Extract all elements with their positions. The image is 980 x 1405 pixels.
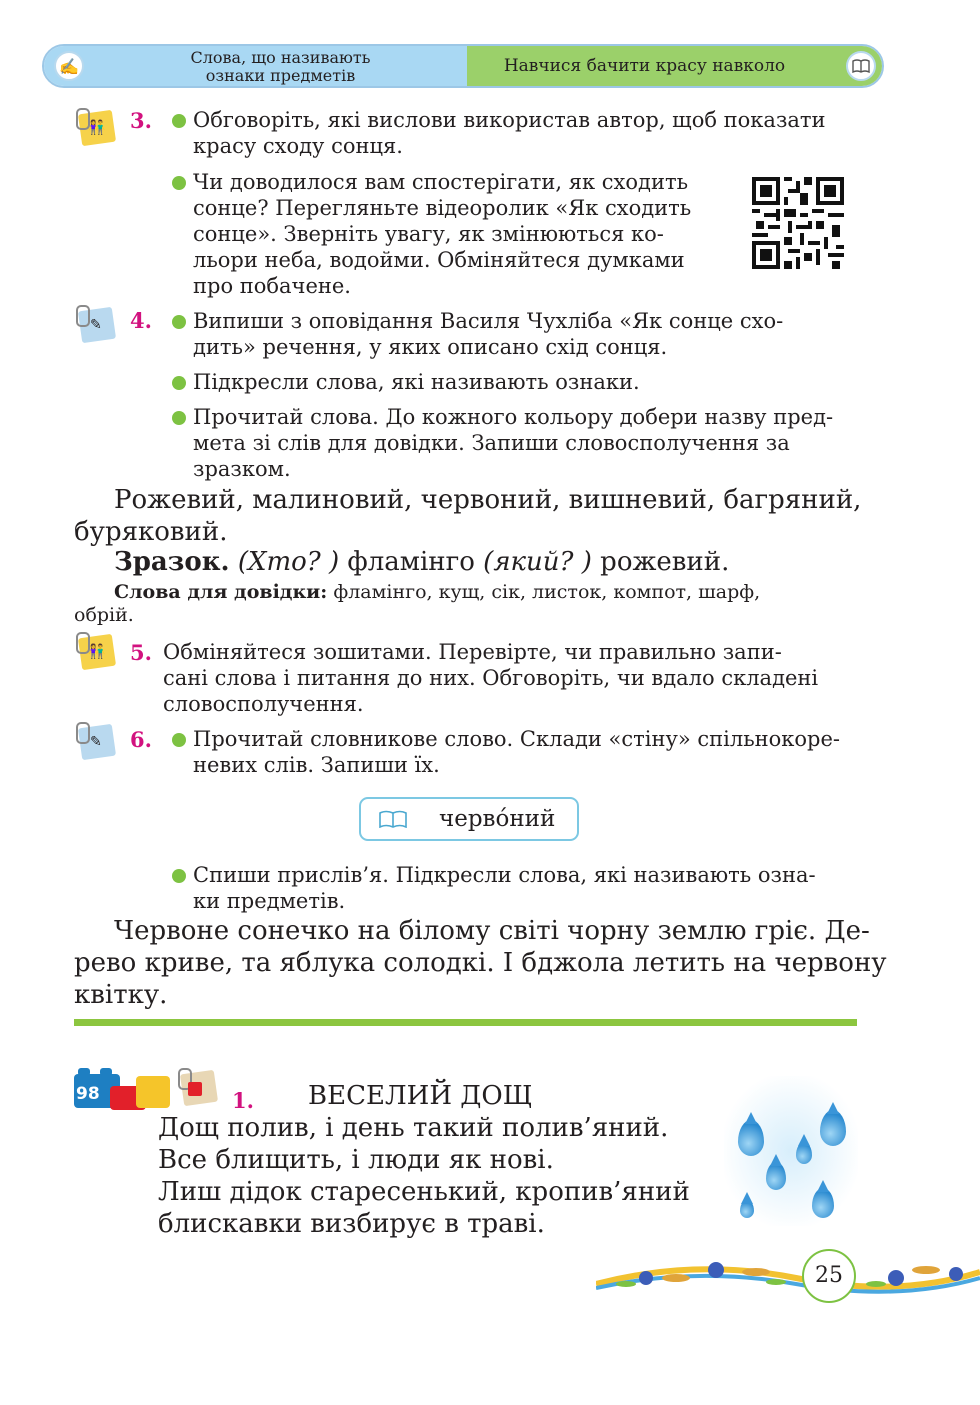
header-topic-title — [467, 46, 882, 86]
header-left-line2: ознаки предметів — [205, 66, 356, 85]
task4-bullet2: Підкресли слова, які називають ознаки. — [193, 370, 640, 394]
bullet-icon — [172, 733, 186, 747]
bullet-icon — [172, 176, 186, 190]
sample-question1: (Хто? ) — [237, 547, 340, 577]
reading-icon — [178, 1068, 220, 1112]
book-icon — [846, 51, 876, 81]
section-divider — [74, 1019, 857, 1026]
task-number-4: 4. — [130, 308, 152, 333]
write-task-icon: ✎ — [76, 305, 118, 345]
task3-bullet2: Чи доводилося вам спостерігати, як сходить сонце? Перегляньте відеоролик «Як сходить сонце». Зверніть увагу, як змінюються ко- льори неба, водойми. Обміняйтеся думками про побачене. — [193, 170, 692, 298]
floral-ornament — [596, 1248, 980, 1304]
proverbs: Червоне сонечко на білому світі чорну землю гріє. Де- рево криве, та яблука солодкі. І бджола летить на червону квітку. — [74, 916, 887, 1010]
poem-line: Все блищить, і люди як нові. — [158, 1145, 554, 1175]
task-number-5: 5. — [130, 640, 152, 665]
header-right-title: Навчися бачити красу навколо — [503, 56, 786, 76]
bullet-icon — [172, 411, 186, 425]
bullet-icon — [172, 114, 186, 128]
write-task-icon: ✎ — [76, 722, 118, 762]
color-words: Рожевий, малиновий, червоний, вишневий, багряний, буряковий. — [74, 485, 862, 547]
lesson-badge: 98 — [76, 1084, 100, 1104]
reference-words: Слова для довідки: фламінго, кущ, сік, листок, компот, шарф, обрій. — [74, 581, 761, 626]
task-number-6: 6. — [130, 727, 152, 752]
bullet-icon — [172, 869, 186, 883]
page-number: 25 — [802, 1249, 856, 1303]
bullet-icon — [172, 315, 186, 329]
task3-bullet1: Обговоріть, які вислови використав автор, щоб показати красу сходу сонця. — [193, 108, 826, 158]
pen-icon: ✍ — [54, 51, 84, 81]
group-work-icon: 👫 — [76, 108, 118, 148]
poem-text — [158, 1112, 690, 1240]
header-section-title — [44, 46, 467, 86]
vocabulary-word-box — [359, 797, 579, 841]
poem-line: Дощ полив, і день такий полив’яний. — [158, 1113, 669, 1143]
task6-bullet1: Прочитай словникове слово. Склади «стіну» спільнокоре- невих слів. Запиши їх. — [193, 727, 841, 777]
task-number-3: 3. — [130, 108, 152, 133]
qr-code[interactable] — [752, 177, 844, 269]
task5-text: Обміняйтеся зошитами. Перевірте, чи правильно запи- сані слова і питання до них. Обговоріть, чи вдало складені словосполучення. — [163, 640, 819, 716]
task4-bullet3: Прочитай слова. До кожного кольору добери назву пред- мета зі слів для довідки. Запиши словосполучення за зразком. — [193, 405, 834, 481]
sample-line — [114, 546, 729, 578]
poem-line: Лиш дідок старесенький, кропив’яний — [158, 1177, 690, 1207]
poem-title: ВЕСЕЛИЙ ДОЩ — [308, 1081, 533, 1111]
bullet-icon — [172, 376, 186, 390]
group-work-icon: 👫 — [76, 632, 118, 672]
sample-word2: рожевий. — [600, 547, 730, 577]
raindrops-illustration — [724, 1076, 858, 1226]
task6-bullet2: Спиши прислів’я. Підкресли слова, які називають озна- ки предметів. — [193, 863, 816, 913]
book-icon — [379, 810, 407, 832]
page-header — [42, 44, 884, 88]
poem-line: блискавки визбирує в траві. — [158, 1209, 545, 1239]
sample-question2: (який? ) — [483, 547, 592, 577]
header-left-line1: Слова, що називають — [190, 48, 371, 67]
sample-word1: фламінго — [347, 547, 475, 577]
sample-label: Зразок. — [114, 547, 230, 577]
vocabulary-word: черво́ний — [439, 806, 556, 832]
task-number-1: 1. — [232, 1088, 254, 1113]
task4-bullet1: Випиши з оповідання Василя Чухліба «Як сонце схо- дить» речення, у яких описано схід сонця. — [193, 309, 784, 359]
reference-label: Слова для довідки: — [114, 581, 328, 603]
